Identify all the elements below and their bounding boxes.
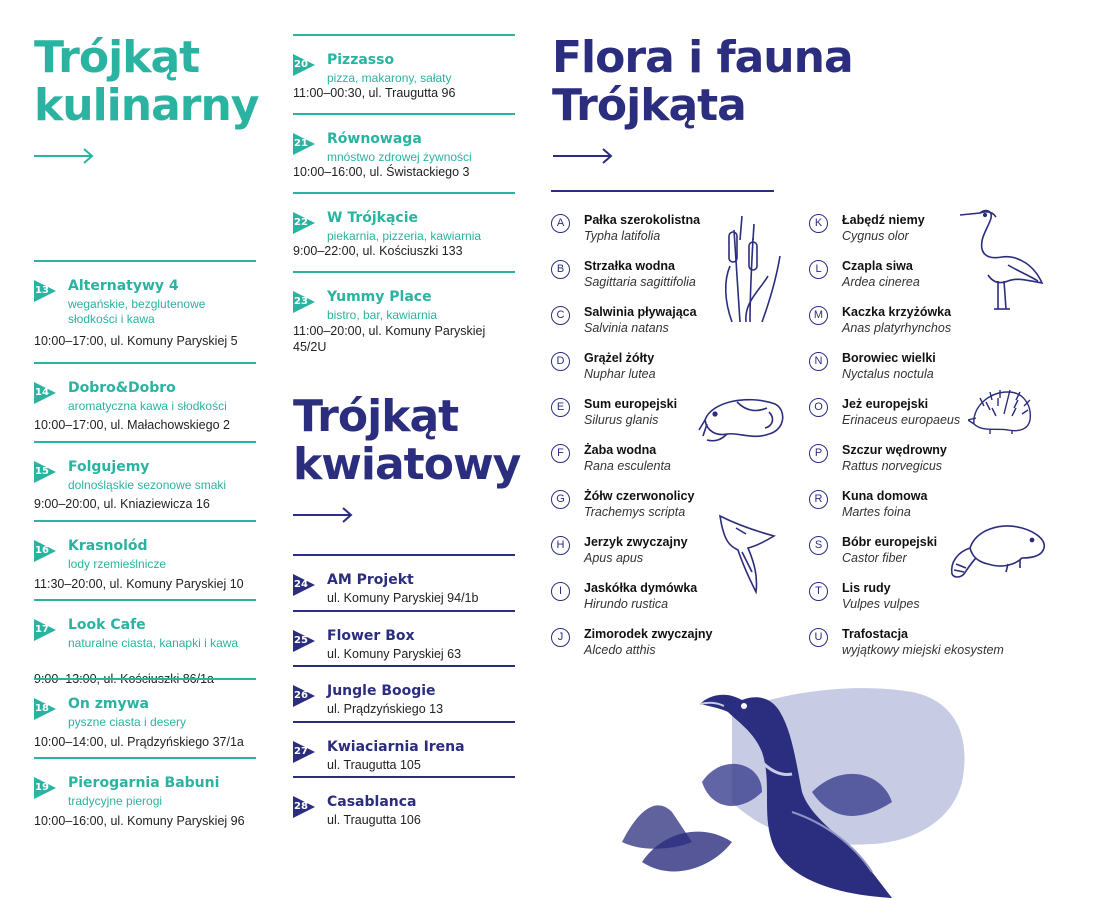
flora-title-line2: Trójkąta (552, 80, 746, 131)
culinary-title-line2: kulinarny (34, 80, 259, 131)
venue-name: Look Cafe (68, 617, 146, 633)
number-badge (34, 280, 56, 302)
species-latin-name: Salvinia natans (584, 321, 669, 335)
venue-name: Alternatywy 4 (68, 278, 179, 294)
species-letter-badge: B (551, 260, 570, 279)
species-letter-badge: N (809, 352, 828, 371)
species-item (551, 352, 781, 392)
venue-description: pyszne ciasta i desery (68, 715, 187, 729)
venue-address: ul. Traugutta 105 (327, 758, 421, 772)
flower-title-line2: kwiatowy (293, 439, 521, 490)
venue-description: lody rzemieślnicze (68, 557, 167, 571)
venue-address: ul. Komuny Paryskiej 63 (327, 647, 462, 661)
species-letter-badge: I (551, 582, 570, 601)
venue-address: 11:00–20:00, ul. Komuny Paryskiej 45/2U (293, 324, 486, 354)
species-latin-name: Nyctalus noctula (842, 367, 934, 381)
flora-title-line1: Flora i fauna (552, 32, 853, 83)
hedgehog-icon (968, 388, 1034, 434)
species-common-name: Strzałka wodna (584, 259, 675, 273)
entry-divider (293, 271, 515, 273)
number-badge (293, 630, 315, 652)
flora-divider (551, 190, 774, 192)
number-badge-text: 18 (35, 703, 49, 714)
number-badge (293, 574, 315, 596)
number-badge (293, 133, 315, 155)
species-letter-badge: F (551, 444, 570, 463)
entry-divider (293, 721, 515, 723)
number-badge (34, 382, 56, 404)
venue-name: Pierogarnia Babuni (68, 775, 220, 791)
number-badge (293, 685, 315, 707)
number-badge-text: 17 (35, 624, 49, 635)
species-letter-badge: L (809, 260, 828, 279)
number-badge (34, 619, 56, 641)
number-badge (34, 698, 56, 720)
arrow-right-icon (553, 148, 613, 164)
venue-description: tradycyjne pierogi (68, 794, 163, 808)
venue-address: 10:00–16:00, ul. Świstackiego 3 (293, 165, 470, 179)
venue-name: Krasnolód (68, 538, 148, 554)
species-common-name: Łabędź niemy (842, 213, 925, 227)
venue-address: 10:00–17:00, ul. Komuny Paryskiej 5 (34, 334, 238, 348)
species-latin-name: Anas platyrhynchos (842, 321, 952, 335)
flower-title-line1: Trójkąt (293, 391, 459, 442)
number-badge (293, 54, 315, 76)
venue-address: 10:00–17:00, ul. Małachowskiego 2 (34, 418, 230, 432)
venue-address: ul. Komuny Paryskiej 94/1b (327, 591, 479, 605)
number-badge-text: 14 (35, 387, 49, 398)
venue-name: On zmywa (68, 696, 149, 712)
number-badge (34, 777, 56, 799)
species-latin-name: Martes foina (842, 505, 911, 519)
species-common-name: Jerzyk zwyczajny (584, 535, 688, 549)
number-badge (293, 796, 315, 818)
species-latin-name: Apus apus (584, 551, 644, 565)
venue-address: 9:00–22:00, ul. Kościuszki 133 (293, 244, 463, 258)
number-badge-text: 13 (35, 285, 49, 296)
number-badge (293, 212, 315, 234)
species-latin-name: Sagittaria sagittifolia (584, 275, 696, 289)
venue-description: pizza, makarony, sałaty (327, 71, 452, 85)
species-letter-badge: A (551, 214, 570, 233)
entry-divider (293, 776, 515, 778)
species-common-name: Zimorodek zwyczajny (584, 627, 713, 641)
species-latin-name: Nuphar lutea (584, 367, 656, 381)
number-badge (293, 741, 315, 763)
species-common-name: Salwinia pływająca (584, 305, 697, 319)
venue-address: 10:00–14:00, ul. Prądzyńskiego 37/1a (34, 735, 244, 749)
flower-title (293, 393, 520, 489)
species-common-name: Bóbr europejski (842, 535, 938, 549)
number-badge-text: 16 (35, 545, 49, 556)
species-item (551, 444, 781, 484)
flora-title (552, 34, 853, 130)
species-latin-name: Ardea cinerea (842, 275, 920, 289)
heron-icon (958, 205, 1046, 313)
species-latin-name: Erinaceus europaeus (842, 413, 961, 427)
number-badge (293, 291, 315, 313)
species-common-name: Żaba wodna (584, 443, 657, 457)
species-latin-name: Silurus glanis (584, 413, 659, 427)
entry-divider (293, 113, 515, 115)
species-common-name: Kuna domowa (842, 489, 928, 503)
species-letter-badge: D (551, 352, 570, 371)
venue-name: Pizzasso (327, 52, 395, 68)
entry-divider (34, 260, 256, 262)
entry-divider (293, 610, 515, 612)
species-letter-badge: T (809, 582, 828, 601)
swallow-icon (716, 512, 778, 594)
species-item (809, 352, 1039, 392)
species-common-name: Kaczka krzyżówka (842, 305, 952, 319)
species-common-name: Grążel żółty (584, 351, 655, 365)
venue-address: 11:30–20:00, ul. Komuny Paryskiej 10 (34, 577, 244, 591)
number-badge-text: 21 (294, 138, 308, 149)
species-letter-badge: P (809, 444, 828, 463)
venue-description: bistro, bar, kawiarnia (327, 308, 438, 322)
species-common-name: Borowiec wielki (842, 351, 936, 365)
species-latin-name: Trachemys scripta (584, 505, 686, 519)
species-letter-badge: E (551, 398, 570, 417)
venue-name: W Trójkącie (327, 210, 418, 226)
number-badge (34, 461, 56, 483)
species-latin-name: Hirundo rustica (584, 597, 669, 611)
number-badge-text: 26 (294, 690, 308, 701)
species-item (809, 444, 1039, 484)
venue-description: dolnośląskie sezonowe smaki (68, 478, 227, 492)
venue-description: naturalne ciasta, kanapki i kawa (68, 636, 239, 650)
venue-description: mnóstwo zdrowej żywności (327, 150, 472, 164)
venue-address: 9:00–20:00, ul. Kniaziewicza 16 (34, 497, 210, 511)
entry-divider (293, 665, 515, 667)
catfish-icon (697, 390, 789, 445)
venue-description: wegańskie, bezglutenowe słodkości i kawa (68, 297, 206, 326)
species-common-name: Jaskółka dymówka (584, 581, 698, 595)
species-item (809, 628, 1039, 668)
venue-name: AM Projekt (327, 572, 414, 588)
venue-name: Jungle Boogie (327, 683, 436, 699)
culinary-title (34, 34, 258, 130)
species-common-name: Pałka szerokolistna (584, 213, 701, 227)
species-common-name: Żółw czerwonolicy (584, 489, 695, 503)
number-badge-text: 15 (35, 466, 49, 477)
number-badge-text: 19 (35, 782, 49, 793)
number-badge (34, 540, 56, 562)
number-badge-text: 24 (294, 579, 308, 590)
species-letter-badge: U (809, 628, 828, 647)
species-common-name: Sum europejski (584, 397, 678, 411)
venue-name: Dobro&Dobro (68, 380, 176, 396)
venue-name: Casablanca (327, 794, 417, 810)
number-badge-text: 20 (294, 59, 308, 70)
species-letter-badge: J (551, 628, 570, 647)
venue-name: Kwiaciarnia Irena (327, 739, 465, 755)
arrow-right-icon (34, 148, 94, 164)
venue-name: Równowaga (327, 131, 422, 147)
species-common-name: Szczur wędrowny (842, 443, 947, 457)
species-common-name: Lis rudy (842, 581, 891, 595)
species-latin-name: Rattus norvegicus (842, 459, 943, 473)
species-latin-name: Castor fiber (842, 551, 907, 565)
arrow-right-icon (293, 507, 353, 523)
species-common-name: Czapla siwa (842, 259, 913, 273)
entry-divider (34, 678, 256, 680)
species-latin-name: Typha latifolia (584, 229, 661, 243)
species-letter-badge: O (809, 398, 828, 417)
species-letter-badge: R (809, 490, 828, 509)
species-item (551, 628, 781, 668)
species-latin-name: Cygnus olor (842, 229, 909, 243)
species-common-name: Jeż europejski (842, 397, 929, 411)
beaver-icon (948, 518, 1048, 580)
venue-description: aromatyczna kawa i słodkości (68, 399, 227, 413)
venue-name: Yummy Place (327, 289, 432, 305)
duck-illustration (612, 672, 972, 900)
number-badge-text: 22 (294, 217, 308, 228)
species-letter-badge: K (809, 214, 828, 233)
species-letter-badge: H (551, 536, 570, 555)
species-letter-badge: G (551, 490, 570, 509)
venue-name: Flower Box (327, 628, 415, 644)
species-latin-name: wyjątkowy miejski ekosystem (842, 643, 1004, 657)
entry-divider (34, 757, 256, 759)
venue-name: Folgujemy (68, 459, 150, 475)
species-letter-badge: S (809, 536, 828, 555)
species-latin-name: Rana esculenta (584, 459, 671, 473)
culinary-title-line1: Trójkąt (34, 32, 200, 83)
entry-divider (34, 441, 256, 443)
venue-address: ul. Traugutta 106 (327, 813, 421, 827)
venue-description: piekarnia, pizzeria, kawiarnia (327, 229, 482, 243)
entry-divider (34, 520, 256, 522)
cattail-icon (720, 210, 782, 325)
number-badge-text: 27 (294, 746, 308, 757)
species-item (809, 582, 1039, 622)
species-latin-name: Vulpes vulpes (842, 597, 920, 611)
entry-divider (34, 599, 256, 601)
number-badge-text: 23 (294, 296, 308, 307)
species-latin-name: Alcedo atthis (584, 643, 656, 657)
species-letter-badge: M (809, 306, 828, 325)
entry-divider (293, 34, 515, 36)
number-badge-text: 28 (294, 801, 308, 812)
entry-divider (293, 192, 515, 194)
entry-divider (34, 362, 256, 364)
species-common-name: Trafostacja (842, 627, 909, 641)
entry-divider (293, 554, 515, 556)
venue-address: 11:00–00:30, ul. Traugutta 96 (293, 86, 456, 100)
venue-address: ul. Prądzyńskiego 13 (327, 702, 444, 716)
species-letter-badge: C (551, 306, 570, 325)
venue-address: 10:00–16:00, ul. Komuny Paryskiej 96 (34, 814, 245, 828)
number-badge-text: 25 (294, 635, 308, 646)
